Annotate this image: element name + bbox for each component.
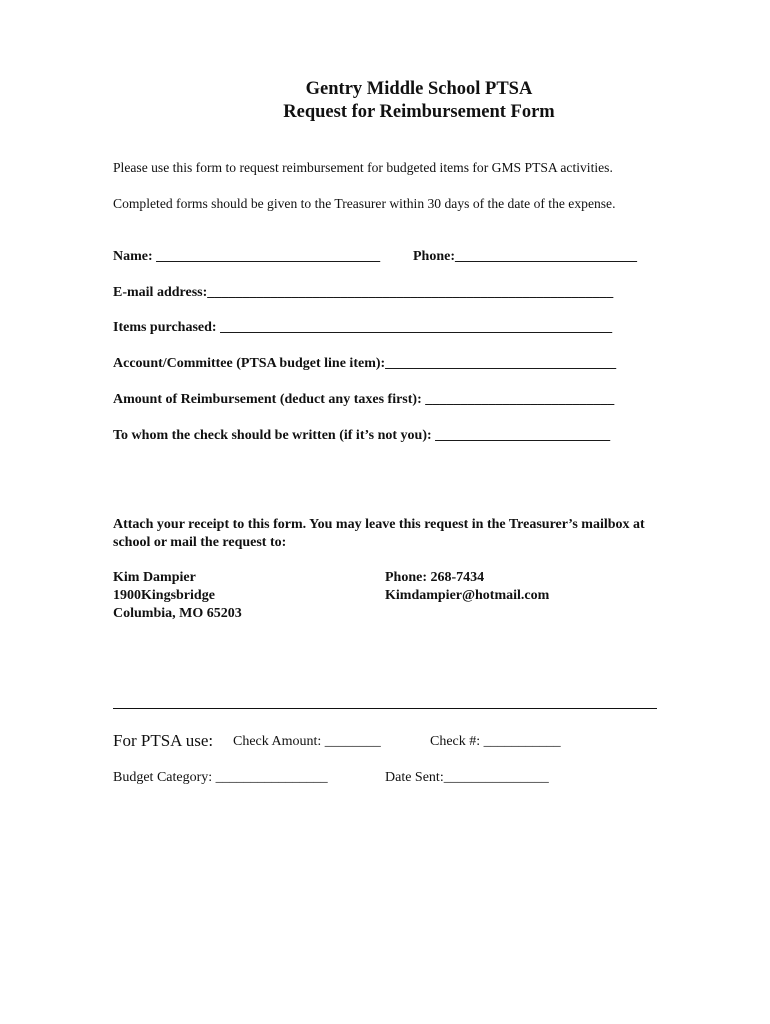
items-purchased-field[interactable]: Items purchased: ________________________________________________________ (113, 320, 613, 335)
email-field[interactable]: E-mail address:__________________________________________________________ (113, 285, 614, 300)
contact-name: Kim Dampier (113, 570, 196, 585)
contact-city: Columbia, MO 65203 (113, 606, 242, 621)
form-title-school: Gentry Middle School PTSA (305, 79, 533, 99)
contact-email: Kimdampier@hotmail.com (385, 588, 550, 603)
ptsa-use-label: For PTSA use: (113, 731, 214, 750)
budget-category-field[interactable]: Budget Category: ________________ (113, 770, 328, 785)
check-amount-field[interactable]: Check Amount: ________ (233, 734, 381, 749)
intro-text-2: Completed forms should be given to the Treasurer within 30 days of the date of the expense. (113, 196, 616, 211)
contact-phone: Phone: 268-7434 (385, 570, 485, 585)
check-number-field[interactable]: Check #: ___________ (430, 734, 561, 749)
check-payee-field[interactable]: To whom the check should be written (if it’s not you): _________________________ (113, 428, 611, 443)
instructions-line-2: school or mail the request to: (113, 535, 287, 550)
phone-field[interactable]: Phone:__________________________ (413, 249, 637, 264)
reimbursement-amount-field[interactable]: Amount of Reimbursement (deduct any taxes first): ___________________________ (113, 392, 615, 407)
section-divider (113, 708, 657, 709)
name-field[interactable]: Name: ________________________________ (113, 249, 381, 264)
form-title-request: Request for Reimbursement Form (283, 102, 555, 122)
instructions-line-1: Attach your receipt to this form. You may leave this request in the Treasurer’s mailbox at (113, 517, 645, 532)
intro-text-1: Please use this form to request reimbursement for budgeted items for GMS PTSA activities. (113, 160, 613, 175)
contact-street: 1900Kingsbridge (113, 588, 215, 603)
account-committee-field[interactable]: Account/Committee (PTSA budget line item):_________________________________ (113, 356, 617, 371)
date-sent-field[interactable]: Date Sent:_______________ (385, 770, 549, 785)
